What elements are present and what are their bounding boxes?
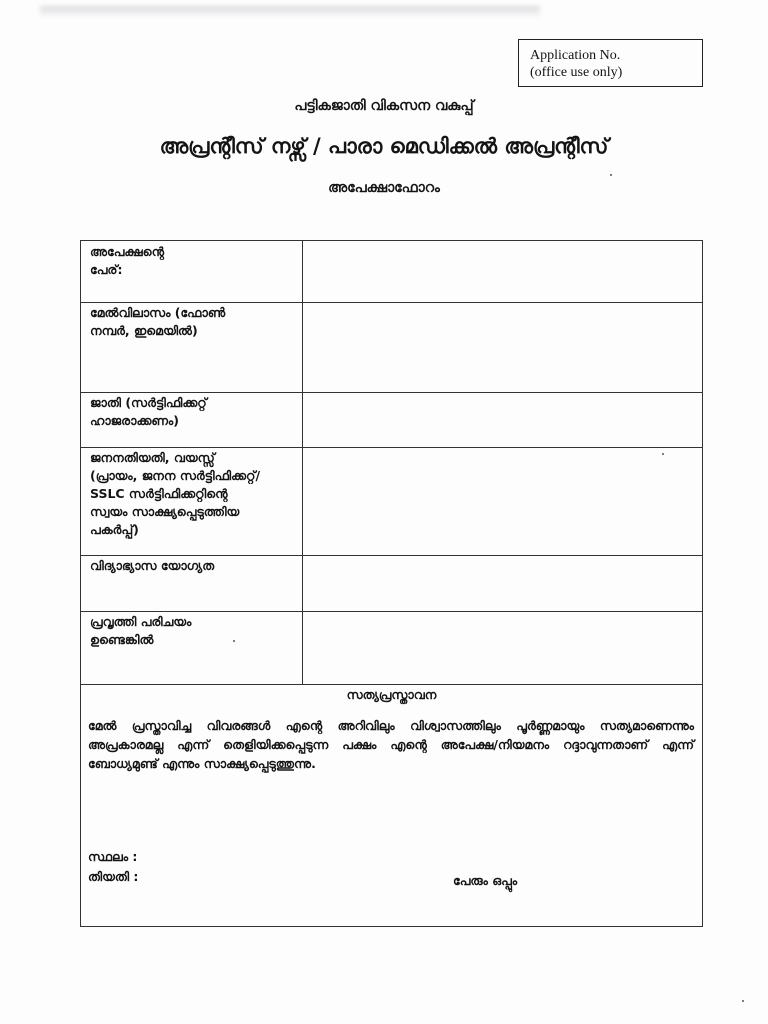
row-experience: [81, 611, 702, 685]
column-divider: [302, 447, 303, 555]
scan-speck: [742, 1000, 744, 1002]
office-use-only-label: (office use only): [530, 65, 623, 80]
dob-age-label: ജനനതിയതി, വയസ്സ് (പ്രായം, ജനന സർട്ടിഫിക്കറ്റ്/ SSLC സർട്ടിഫിക്കറ്റിന്റെ സ്വയം സാക്ഷ്യപ്പെടുത്തിയ പകർപ്പ്): [90, 450, 261, 537]
education-label: വിദ്യാഭ്യാസ യോഗ്യത: [90, 558, 215, 573]
experience-field[interactable]: [305, 611, 702, 684]
form-title: അപ്രന്റീസ് നഴ്സ് / പാരാ മെഡിക്കൽ അപ്രന്റീസ്: [159, 134, 609, 158]
applicant-name-label: അപേക്ഷന്റെ പേര്:: [90, 244, 164, 277]
column-divider: [302, 611, 303, 684]
scan-speck: [610, 174, 612, 176]
dob-age-field[interactable]: [305, 447, 702, 555]
form-subtitle: അപേക്ഷാഫോറം: [328, 180, 440, 196]
scan-speck: [662, 453, 664, 455]
experience-label: പ്രവൃത്തി പരിചയം ഉണ്ടെങ്കിൽ: [90, 614, 192, 647]
column-divider: [302, 241, 303, 302]
row-applicant-name: [81, 241, 702, 303]
declaration-heading: സത്യപ്രസ്താവന: [346, 687, 437, 702]
declaration-section: [81, 684, 702, 926]
scan-smudge: [40, 6, 540, 18]
column-divider: [302, 302, 303, 392]
applicant-name-field[interactable]: [305, 241, 702, 302]
application-number-box: [518, 39, 703, 87]
column-divider: [302, 555, 303, 611]
application-form-table: [80, 240, 703, 927]
address-label: മേൽവിലാസം (ഫോൺ നമ്പർ, ഇമെയിൽ): [90, 305, 226, 338]
education-field[interactable]: [305, 555, 702, 611]
scan-speck: [233, 640, 235, 642]
declaration-text: മേൽ പ്രസ്താവിച്ച വിവരങ്ങൾ എന്റെ അറിവിലും വിശ്വാസത്തിലും പൂർണ്ണമായും സത്യമാണെന്നും അപ്രകാരമല്ല എന്ന് തെളിയിക്കപ്പെടുന്ന പക്ഷം എന്റെ അപേക്ഷ/നിയമനം റദ്ദാവുന്നതാണ് എന്ന് ബോധ്യമുണ്ട് എന്നും സാക്ഷ്യപ്പെടുത്തുന്നു.: [88, 718, 694, 771]
row-education: [81, 555, 702, 612]
row-address: [81, 302, 702, 393]
caste-label: ജാതി (സർട്ടിഫിക്കറ്റ് ഹാജരാക്കണം): [90, 395, 207, 428]
address-field[interactable]: [305, 302, 702, 392]
row-dob-age: [81, 447, 702, 556]
signature-label: പേരും ഒപ്പും: [453, 873, 518, 888]
date-label: തിയതി :: [88, 869, 139, 884]
column-divider: [302, 392, 303, 447]
caste-field[interactable]: [305, 392, 702, 447]
place-label: സ്ഥലം :: [88, 849, 138, 864]
department-heading: പട്ടികജാതി വികസന വകുപ്പ്: [294, 98, 474, 114]
application-number-label: Application No.: [530, 48, 621, 63]
row-caste: [81, 392, 702, 448]
